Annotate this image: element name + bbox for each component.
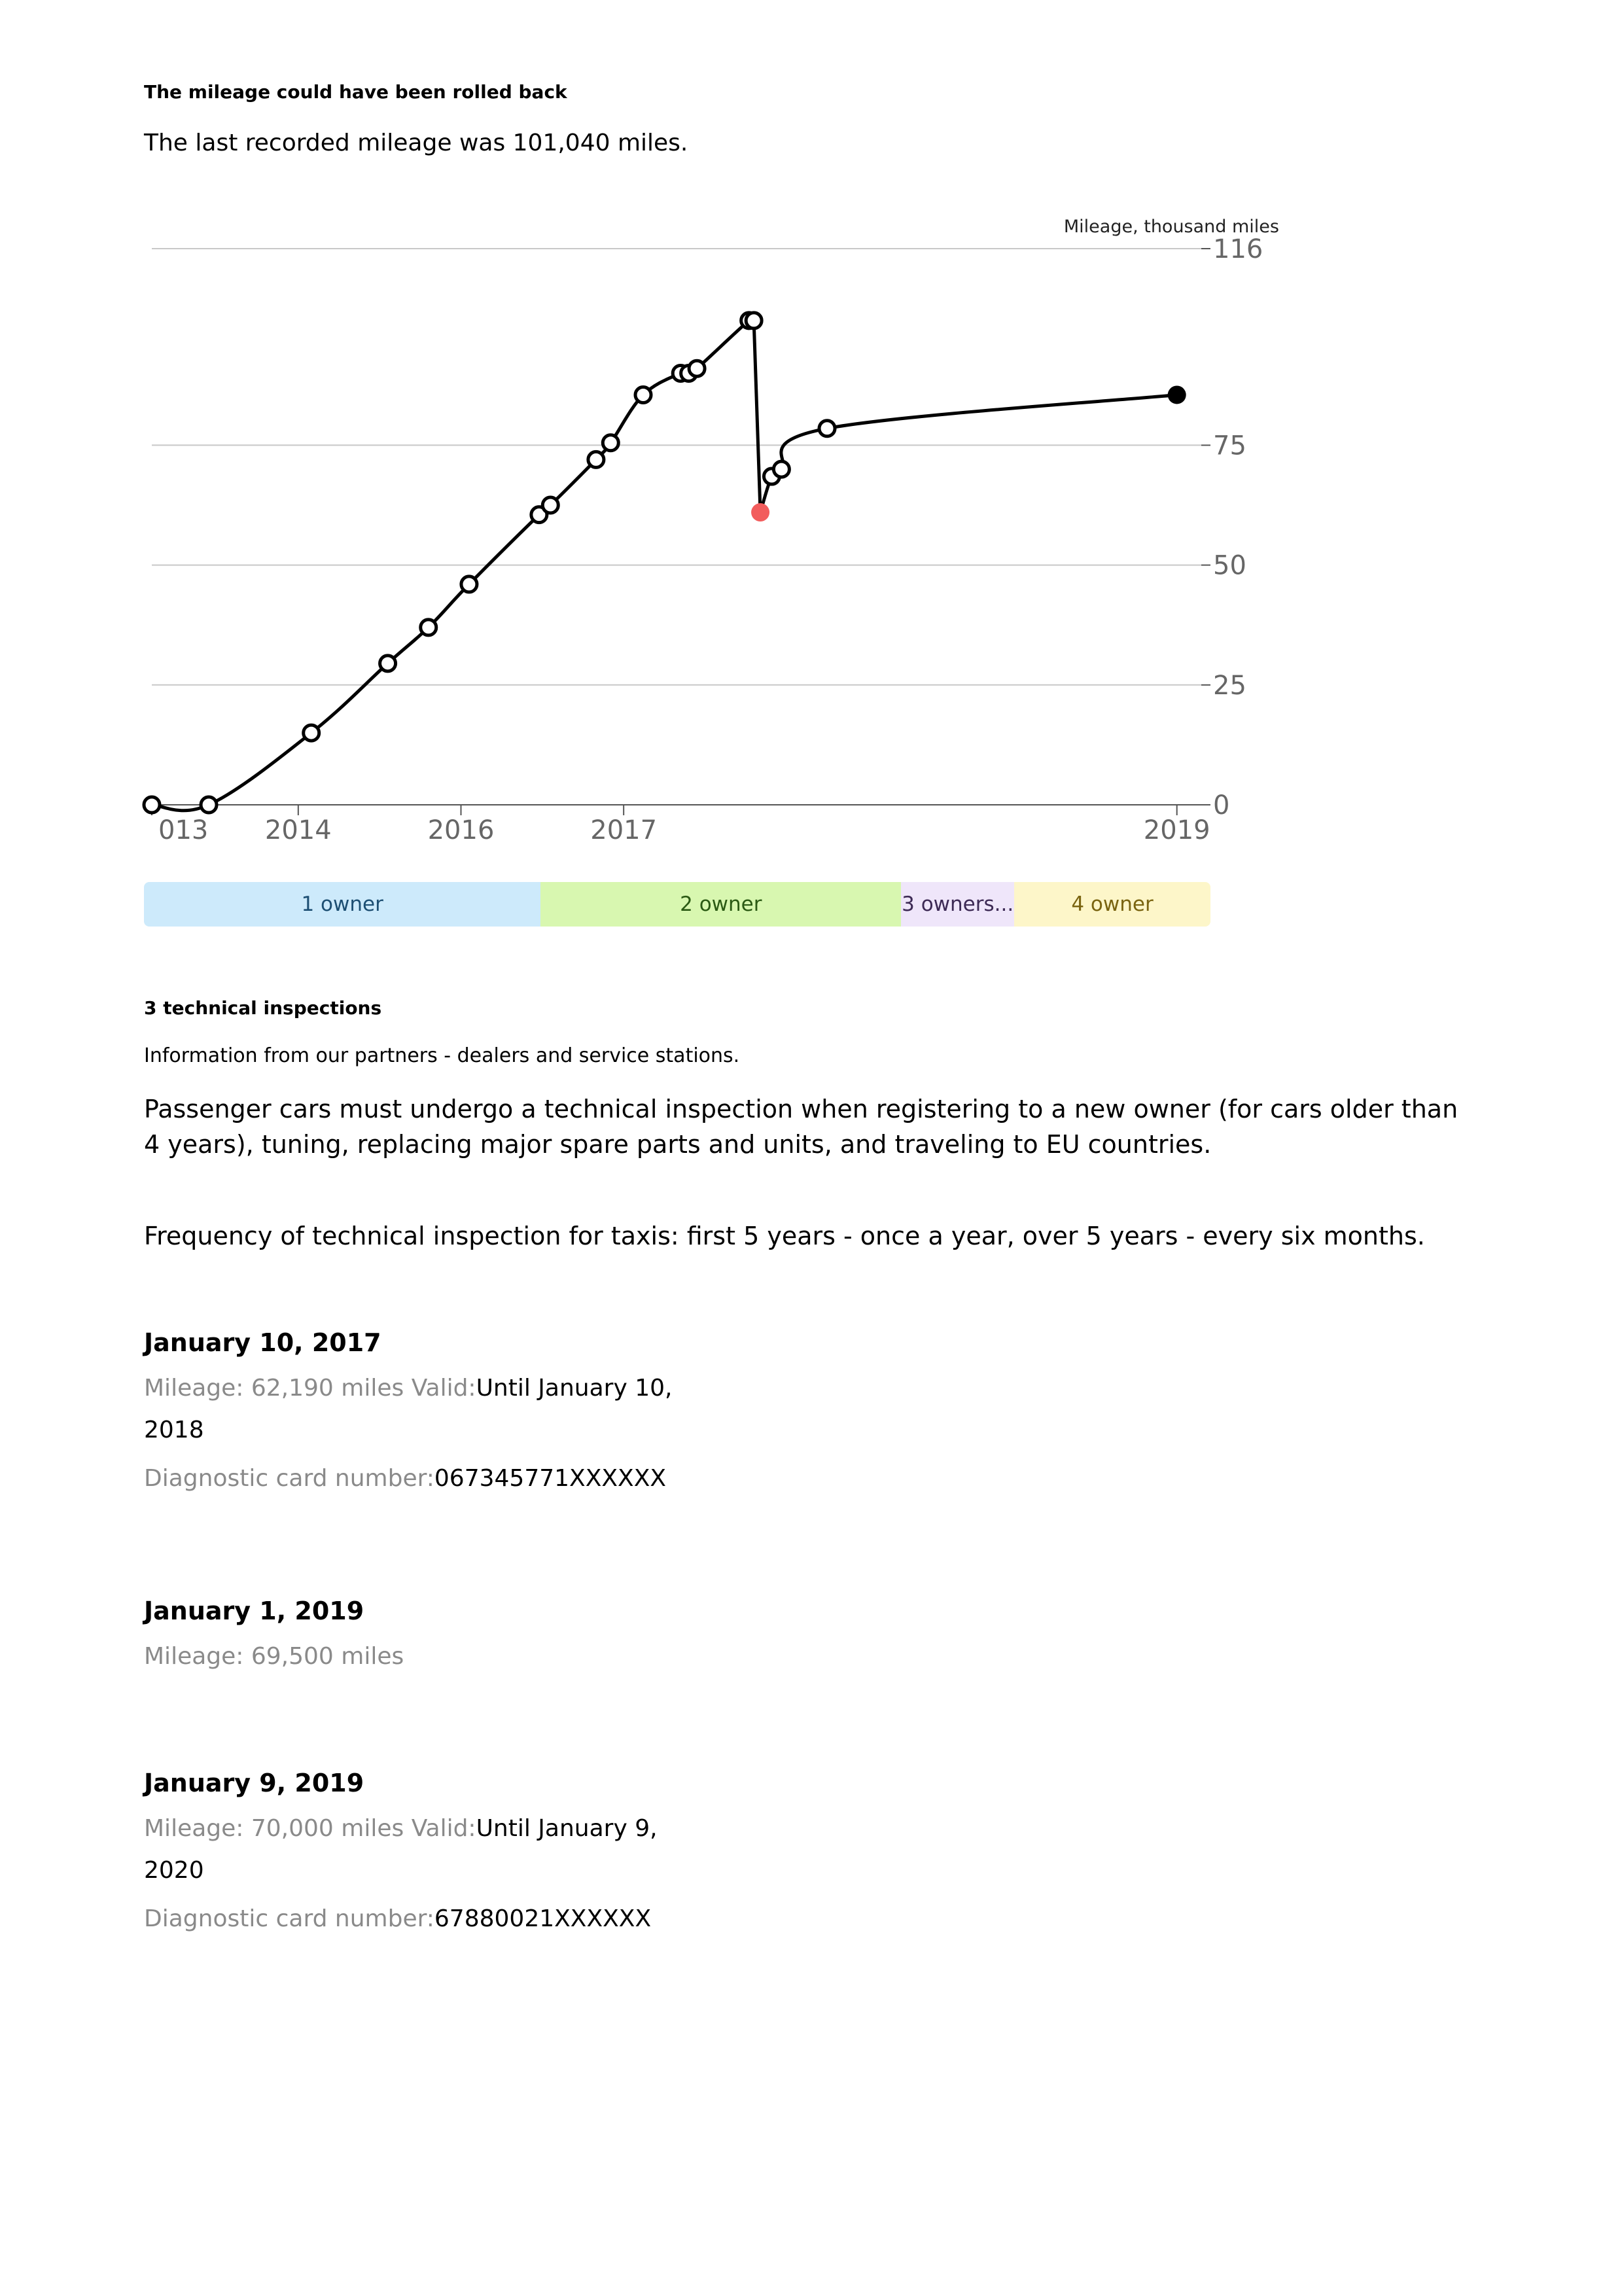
y-tick-label: 50 <box>1213 550 1246 581</box>
last-mileage-summary: The last recorded mileage was 101,040 miles. <box>144 130 688 156</box>
mileage-line <box>760 395 1177 512</box>
mileage-point <box>819 421 835 436</box>
rollback-point <box>751 503 769 521</box>
mileage-point <box>380 656 396 671</box>
mileage-point <box>461 576 477 592</box>
owner-segment[interactable]: 2 owner <box>540 882 901 927</box>
inspection-mileage: Mileage: 70,000 miles <box>144 1815 404 1842</box>
valid-until-year: 2018 <box>144 1417 204 1443</box>
diagnostic-card-label: Diagnostic card number: <box>144 1905 434 1932</box>
mileage-point <box>746 313 762 328</box>
chart-points <box>144 313 1186 813</box>
mileage-point <box>201 797 217 813</box>
mileage-point <box>144 797 160 813</box>
owner-segment[interactable]: 3 owners... <box>901 882 1014 927</box>
inspection-mileage: Mileage: 62,190 miles <box>144 1375 404 1402</box>
diagnostic-card-label: Diagnostic card number: <box>144 1465 434 1492</box>
y-tick-label: 75 <box>1213 431 1246 461</box>
x-tick-label: 2019 <box>1143 815 1210 845</box>
valid-until-year: 2020 <box>144 1857 204 1884</box>
x-tick-label: 013 <box>158 815 209 845</box>
y-axis-label: Mileage, thousand miles <box>1063 217 1279 237</box>
inspection-date: January 1, 2019 <box>144 1597 364 1625</box>
inspections-rules-paragraph: Passenger cars must undergo a technical inspection when registering to a new owner (for cars older than 4 years), tuning, replacing major spare parts and units, and traveling to EU countries. <box>144 1095 1458 1159</box>
mileage-line <box>152 317 755 811</box>
mileage-point <box>689 361 705 376</box>
rollback-drop-line <box>754 321 760 512</box>
valid-label: Valid: <box>411 1375 476 1402</box>
y-tick-label: 116 <box>1213 234 1263 264</box>
mileage-section-title: The mileage could have been rolled back <box>144 81 567 103</box>
mileage-point <box>635 387 651 402</box>
valid-label: Valid: <box>411 1815 476 1842</box>
inspections-title: 3 technical inspections <box>144 997 382 1019</box>
inspections-source-note: Information from our partners - dealers and service stations. <box>144 1044 740 1067</box>
valid-until-value: Until January 10, <box>476 1375 673 1402</box>
inspection-date: January 9, 2019 <box>144 1769 364 1797</box>
mileage-chart <box>0 183 1622 936</box>
chart-axes <box>152 234 1263 845</box>
owner-segment[interactable]: 1 owner <box>144 882 540 927</box>
latest-mileage-point <box>1168 385 1186 404</box>
y-tick-label: 0 <box>1213 790 1230 821</box>
taxi-frequency-paragraph: Frequency of technical inspection for taxis: first 5 years - once a year, over 5 years - every six months. <box>144 1222 1425 1250</box>
inspection-record <box>144 1597 733 1678</box>
mileage-point <box>421 620 436 635</box>
chart-grid <box>152 249 1201 685</box>
inspection-date: January 10, 2017 <box>144 1328 381 1357</box>
y-tick-label: 25 <box>1213 670 1246 701</box>
inspection-record <box>144 1328 733 1500</box>
diagnostic-card-number: 067345771XXXXXX <box>434 1465 667 1492</box>
valid-until-value: Until January 9, <box>476 1815 658 1842</box>
mileage-point <box>603 435 618 451</box>
mileage-point <box>773 461 789 477</box>
mileage-point <box>588 451 604 467</box>
x-tick-label: 2014 <box>264 815 332 845</box>
inspection-mileage: Mileage: 69,500 miles <box>144 1643 404 1670</box>
mileage-point <box>542 497 558 513</box>
owner-segment[interactable]: 4 owner <box>1014 882 1210 927</box>
owners-timeline <box>144 882 1210 927</box>
mileage-point <box>304 725 319 741</box>
diagnostic-card-number: 67880021XXXXXX <box>434 1905 652 1932</box>
inspection-record <box>144 1769 733 1940</box>
x-tick-label: 2017 <box>590 815 658 845</box>
x-tick-label: 2016 <box>427 815 495 845</box>
